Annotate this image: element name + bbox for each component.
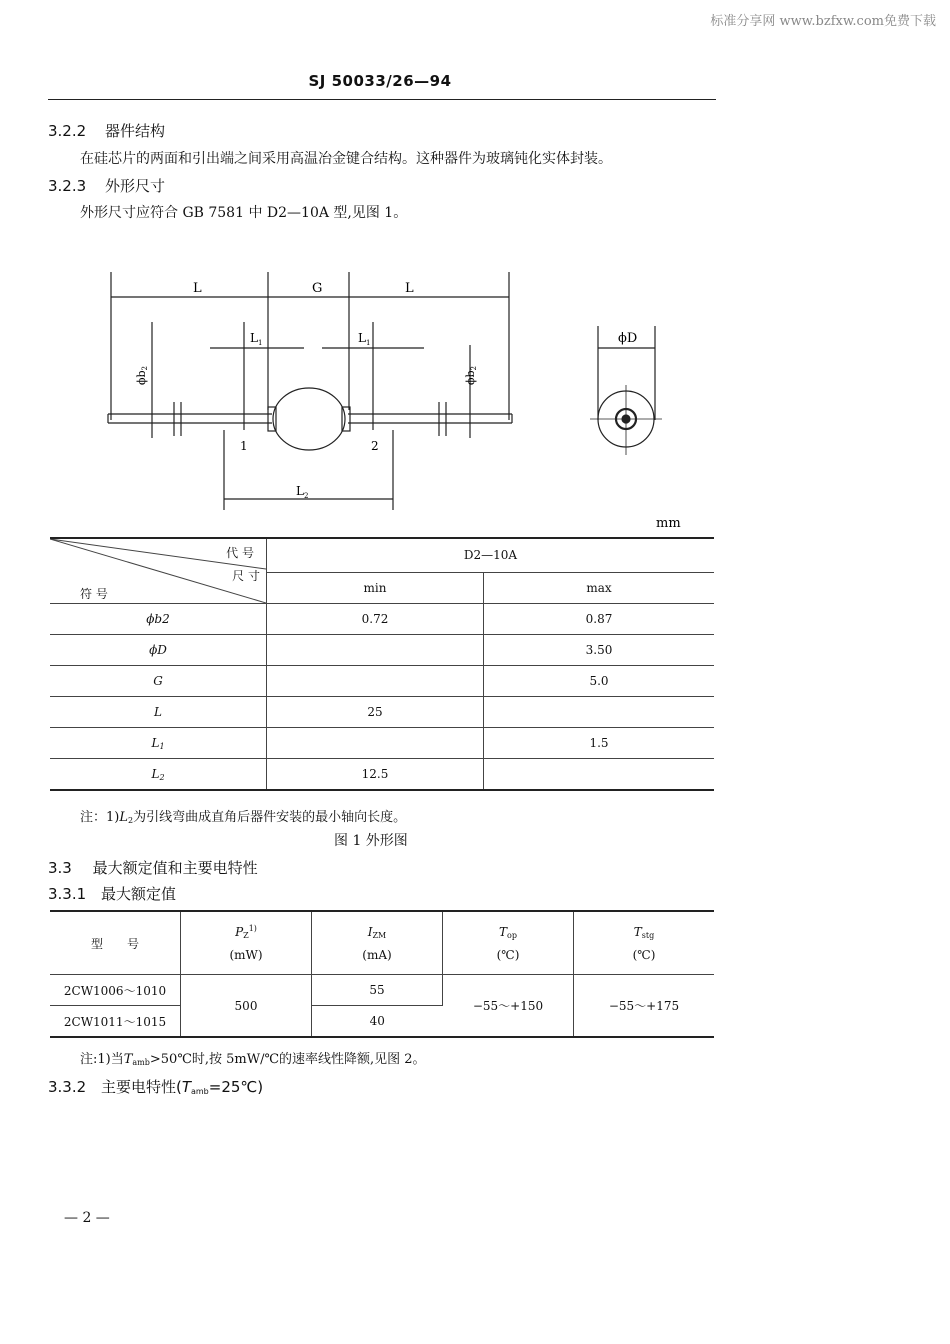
table-row [50,666,714,697]
section-3-3-heading: 3.3 最大额定值和主要电特性 [48,859,258,877]
max-cell: 3.50 [484,635,715,666]
label-phi-b2-left: ϕb2 [135,365,149,385]
symbol-cell: $L_1$ [50,728,267,759]
tstg-cell: −55～+175 [574,975,715,1038]
symbol-cell: L [50,697,267,728]
symbol-cell: ϕb2 [50,604,267,635]
header-izm: $I_{ZM}$ (mA) [312,911,443,975]
top-cell: −55～+150 [443,975,574,1038]
header-model: 型 号 [50,911,181,975]
figure-caption: 图 1 外形图 [334,833,408,849]
section-3-3-2-heading: 3.3.2 主要电特性$(T_{amb}=25℃)$ [48,1078,264,1096]
section-3-2-3-text: 外形尺寸应符合 GB 7581 中 D2—10A 型,见图 1。 [80,205,408,221]
model-cell: 2CW1011～1015 [50,1006,181,1038]
izm-cell: 55 [312,975,443,1006]
label-L-left: L [193,281,202,296]
max-cell: 0.87 [484,604,715,635]
min-cell [267,728,484,759]
label-phi-D: ϕD [618,331,638,346]
max-cell [484,759,715,791]
label-L2: $L_2$ [296,484,309,500]
label-L1-left: $L_1$ [250,331,263,347]
table-row [50,697,714,728]
table-row [50,604,714,635]
izm-cell: 40 [312,1006,443,1038]
min-cell [267,635,484,666]
section-title: 外形尺寸 [104,177,165,195]
corner-symbol: 符 号 [80,587,108,601]
table-row [50,728,714,759]
max-cell: 5.0 [484,666,715,697]
corner-code: 代 号 [226,546,254,560]
header-pz: $P_Z^{1)}$ (mW) [181,911,312,975]
unit-label: mm [656,516,681,531]
figure-note: 注：$1)L_2$为引线弯曲成直角后器件安装的最小轴向长度。 [80,810,407,825]
mark-2: 2 [371,439,379,453]
symbol-cell: G [50,666,267,697]
section-title: 器件结构 [104,122,165,140]
min-cell: 0.72 [267,604,484,635]
min-cell: 25 [267,697,484,728]
table-corner-cell [50,538,267,604]
section-3-2-2-text: 在硅芯片的两面和引出端之间采用高温冶金键合结构。这种器件为玻璃钝化实体封装。 [80,151,612,167]
max-cell: 1.5 [484,728,715,759]
min-cell [267,666,484,697]
symbol-cell: $L_2$ [50,759,267,791]
pz-cell: 500 [181,975,312,1038]
max-cell [484,697,715,728]
table-row [50,635,714,666]
section-3-3-1-heading: 3.3.1 最大额定值 [48,885,176,903]
label-G: G [312,281,323,296]
section-number: 3.2.2 [48,122,87,140]
outline-drawing [0,0,950,540]
page-number: — 2 — [64,1210,110,1226]
table-row [50,975,714,1006]
dimensions-table [50,537,714,791]
max-header: max [484,572,715,603]
label-L1-right: $L_1$ [358,331,371,347]
mark-1: 1 [240,439,248,453]
header-top: $T_{op}$ (℃) [443,911,574,975]
label-L-right: L [405,281,414,296]
max-ratings-table [50,910,714,1038]
type-header: D2—10A [267,538,715,572]
model-cell: 2CW1006～1010 [50,975,181,1006]
header-tstg: $T_{stg}$ (℃) [574,911,715,975]
corner-size: 尺 寸 [232,569,260,583]
ratings-note: 注:1)当$T_{amb}>50℃$时,按 5mW/℃的速率线性降额,见图 2。 [80,1052,426,1067]
table-row [50,759,714,791]
min-header: min [267,572,484,603]
min-cell: 12.5 [267,759,484,791]
standard-number: SJ 50033/26—94 [308,72,452,90]
symbol-cell: ϕD [50,635,267,666]
watermark: 标准分享网 www.bzfxw.com免费下载 [710,14,936,29]
section-number: 3.2.3 [48,177,87,195]
label-phi-b2-right: ϕb2 [464,365,478,385]
